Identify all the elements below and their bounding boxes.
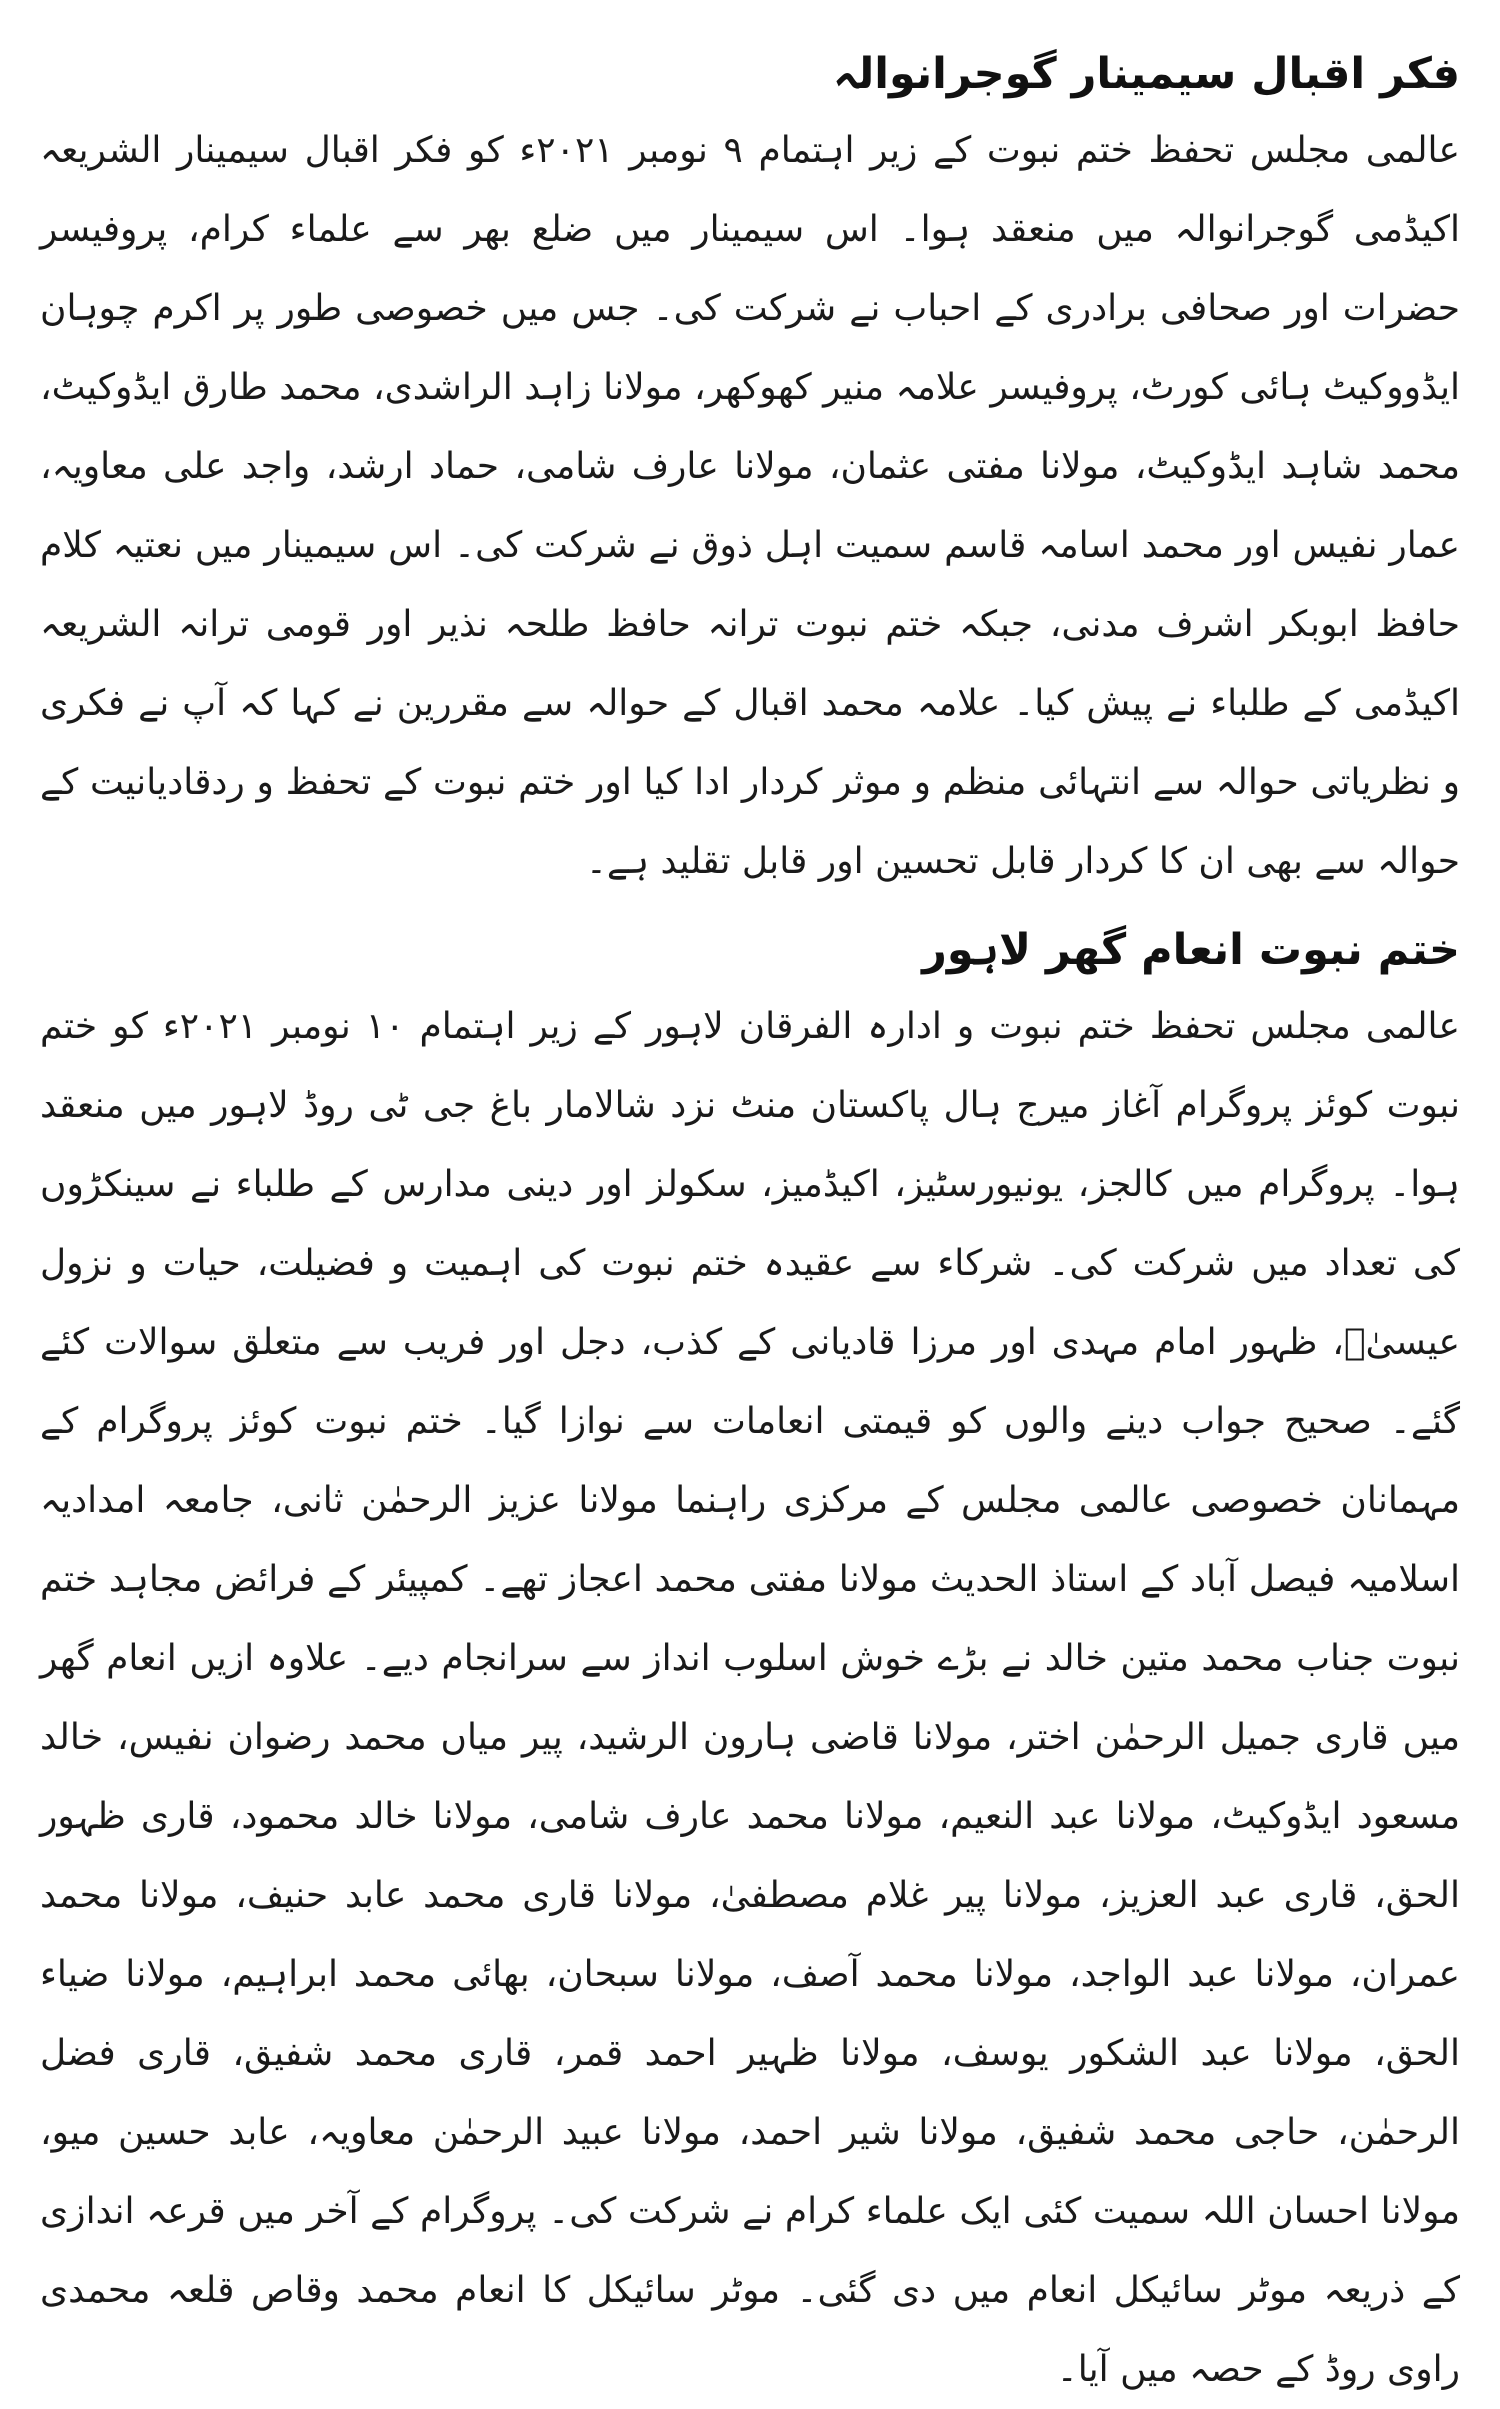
section-paragraph: عالمی مجلس تحفظ ختم نبوت و ادارہ الفرقان لاہور کے زیر اہتمام ۱۰ نومبر ۲۰۲۱ء کو ختم نبوت کوئز پروگرام آغاز میرج ہال پاکستان منٹ نزد شالامار باغ جی ٹی روڈ لاہور میں منعقد ہوا۔ پروگرام میں کالجز، یونیورسٹیز، اکیڈمیز، سکولز اور دینی مدارس کے طلباء نے سینکڑوں کی تعداد میں شرکت کی۔ شرکاء سے عقیدہ ختم نبوت کی اہمیت و فضیلت، حیات و نزول عیسیٰؑ، ظہور امام مہدی اور مرزا قادیانی کے کذب، دجل اور فریب سے متعلق سوالات کئے گئے۔ صحیح جواب دینے والوں کو قیمتی انعامات سے نوازا گیا۔ ختم نبوت کوئز پروگرام کے مہمانان خصوصی عالمی مجلس کے مرکزی راہنما مولانا عزیز الرحمٰن ثانی، جامعہ امدادیہ اسلامیہ فیصل آباد کے استاذ الحدیث مولانا مفتی محمد اعجاز تھے۔ کمپیئر کے فرائض مجاہد ختم نبوت جناب محمد متین خالد نے بڑے خوش اسلوب انداز سے سرانجام دیے۔ علاوہ ازیں انعام گھر میں قاری جمیل الرحمٰن اختر، مولانا قاضی ہارون الرشید، پیر میاں محمد رضوان نفیس، خالد مسعود ایڈوکیٹ، مولانا عبد النعیم، مولانا محمد عارف شامی، مولانا خالد محمود، قاری ظہور الحق، قاری عبد العزیز، مولانا پیر غلام مصطفیٰ، مولانا قاری محمد عابد حنیف، مولانا محمد عمران، مولانا عبد الواجد، مولانا محمد آصف، مولانا سبحان، بھائی محمد ابراہیم، مولانا ضیاء الحق، مولانا عبد الشکور یوسف، مولانا ظہیر احمد قمر، قاری محمد شفیق، قاری فضل الرحمٰن، حاجی محمد شفیق، مولانا شیر احمد، مولانا عبید الرحمٰن معاویہ، عابد حسین میو، مولانا احسان اللہ سمیت کئی ایک علماء کرام نے شرکت کی۔ پروگرام کے آخر میں قرعہ اندازی کے ذریعہ موٹر سائیکل انعام میں دی گئی۔ موٹر سائیکل کا انعام محمد وقاص قلعہ محمدی راوی روڈ کے حصہ میں آیا۔: [40, 1006, 1460, 2390]
article-section-lahore: [40, 921, 1460, 2409]
article-page: [40, 45, 1460, 2409]
section-heading: فکر اقبال سیمینار گوجرانوالہ: [832, 49, 1460, 99]
section-heading: ختم نبوت انعام گھر لاہور: [922, 925, 1460, 975]
article-section-gujranwala: [40, 45, 1460, 901]
section-paragraph: عالمی مجلس تحفظ ختم نبوت کے زیر اہتمام ۹ نومبر ۲۰۲۱ء کو فکر اقبال سیمینار الشریعہ اکیڈمی گوجرانوالہ میں منعقد ہوا۔ اس سیمینار میں ضلع بھر سے علماء کرام، پروفیسر حضرات اور صحافی برادری کے احباب نے شرکت کی۔ جس میں خصوصی طور پر اکرم چوہان ایڈووکیٹ ہائی کورٹ، پروفیسر علامہ منیر کھوکھر، مولانا زاہد الراشدی، محمد طارق ایڈوکیٹ، محمد شاہد ایڈوکیٹ، مولانا مفتی عثمان، مولانا عارف شامی، حماد ارشد، واجد علی معاویہ، عمار نفیس اور محمد اسامہ قاسم سمیت اہل ذوق نے شرکت کی۔ اس سیمینار میں نعتیہ کلام حافظ ابوبکر اشرف مدنی، جبکہ ختم نبوت ترانہ حافظ طلحہ نذیر اور قومی ترانہ الشریعہ اکیڈمی کے طلباء نے پیش کیا۔ علامہ محمد اقبال کے حوالہ سے مقررین نے کہا کہ آپ نے فکری و نظریاتی حوالہ سے انتہائی منظم و موثر کردار ادا کیا اور ختم نبوت کے تحفظ و ردقادیانیت کے حوالہ سے بھی ان کا کردار قابل تحسین اور قابل تقلید ہے۔: [40, 130, 1460, 882]
